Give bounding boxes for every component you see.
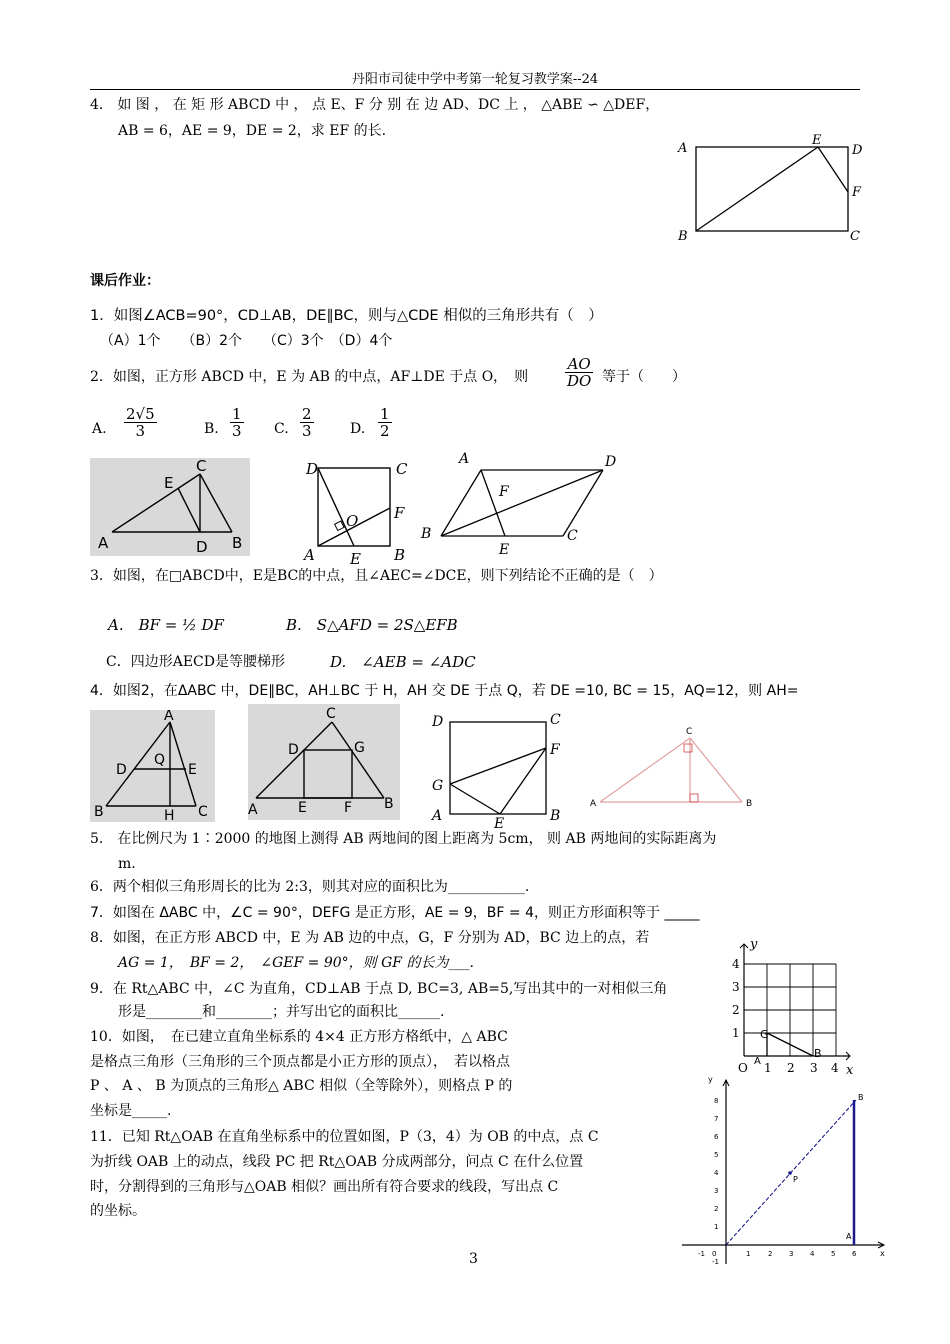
label-g: G xyxy=(432,778,444,794)
label-b: B xyxy=(384,796,394,812)
label-c: C xyxy=(567,528,578,544)
q2-text-a: 2．如图，正方形 ABCD 中，E 为 AB 的中点，AF⊥DE 于点 O， 则 xyxy=(90,369,529,385)
q1-text: 1．如图∠ACB=90°，CD⊥AB，DE∥BC，则与△CDE 相似的三角形共有（ ） xyxy=(90,308,603,324)
tick-x-1: 1 xyxy=(764,1061,772,1075)
label-d: D xyxy=(605,454,617,470)
label-d: D xyxy=(288,742,299,758)
label-g: G xyxy=(354,740,365,756)
tick-y-4: 4 xyxy=(714,1169,719,1177)
tick-x-m1: -1 xyxy=(698,1250,705,1258)
label-b: B xyxy=(678,229,688,244)
label-c: C xyxy=(550,712,561,728)
label-f: F xyxy=(852,185,862,200)
label-d: D xyxy=(116,762,127,778)
q10-line3: P 、 A 、 B 为顶点的三角形△ ABC 相似（全等除外），则格点 P 的 xyxy=(90,1078,513,1094)
q1-options: （A）1个 （B）2个 （C）3个 （D）4个 xyxy=(100,333,393,349)
label-b: B xyxy=(421,526,432,542)
q11-line3: 时，分割得到的三角形与△OAB 相似？画出所有符合要求的线段，写出点 C xyxy=(90,1179,559,1195)
q2-option-d-label: D. xyxy=(350,421,366,437)
q2-option-d: $\frac{1}{2}$ xyxy=(380,405,390,440)
label-e: E xyxy=(494,816,505,828)
label-f: F xyxy=(394,504,405,522)
q5-line1: 5． 在比例尺为 1∶2000 的地图上测得 AB 两地间的图上距离为 5cm， 则 AB 两地间的实际距离为 xyxy=(90,831,717,847)
label-a: A xyxy=(846,1232,852,1241)
label-a: A xyxy=(754,1056,761,1067)
label-c: C xyxy=(396,460,408,478)
tick-x-4: 4 xyxy=(831,1061,839,1075)
q10-grid-figure xyxy=(728,936,863,1078)
label-p: P xyxy=(793,1175,798,1184)
axis-y: y xyxy=(750,937,758,952)
q3-option-c: C．四边形AECD是等腰梯形 xyxy=(106,654,285,670)
q3-option-d: D. ∠AEB = ∠ADC xyxy=(330,653,476,671)
label-d: D xyxy=(852,143,863,158)
q3-figure xyxy=(415,448,635,558)
label-d: D xyxy=(306,460,319,478)
tick-x-5: 5 xyxy=(831,1250,836,1258)
q2-option-c: $\frac{2}{3}$ xyxy=(302,405,312,440)
q4b-figure-3 xyxy=(428,710,573,828)
q3-text: 3．如图，在□ABCD中，E是BC的中点，且∠AEC=∠DCE，则下列结论不正确的是（ ） xyxy=(90,568,663,584)
tick-x-3: 3 xyxy=(810,1061,818,1075)
label-a: A xyxy=(164,710,174,724)
label-e: E xyxy=(812,133,822,148)
label-b: B xyxy=(814,1047,822,1060)
q7-text: 7．如图在 ΔABC 中，∠C = 90°，DEFG 是正方形，AE = 9，BF = 4，则正方形面积等于 _____ xyxy=(90,905,700,921)
tick-y-2: 2 xyxy=(714,1205,719,1213)
label-b: B xyxy=(746,799,753,809)
q3-option-a: A. BF = ½ DF xyxy=(108,616,224,634)
label-b: B xyxy=(858,1093,864,1102)
tick-x-4: 4 xyxy=(810,1250,815,1258)
q2-option-a: $\frac{2√5}{3}$ xyxy=(126,405,155,440)
label-b: B xyxy=(232,534,243,552)
axis-x: x xyxy=(846,1063,854,1078)
q2-figure xyxy=(300,458,420,566)
label-e: E xyxy=(164,474,174,492)
q2-fraction: $\frac{AO}{DO}$ xyxy=(567,355,592,390)
tick-y-m1: -1 xyxy=(712,1258,719,1266)
q11-graph-figure xyxy=(678,1072,888,1272)
tick-x-0: 0 xyxy=(712,1250,717,1258)
q3-option-b: B. S△AFD = 2S△EFB xyxy=(286,616,458,634)
q11-line2: 为折线 OAB 上的动点，线段 PC 把 Rt△OAB 分成两部分，问点 C 在什么位置 xyxy=(90,1154,584,1170)
q2-option-c-label: C. xyxy=(274,421,289,437)
rectangle-figure xyxy=(672,132,872,247)
label-d: D xyxy=(432,714,444,730)
tick-y-2: 2 xyxy=(732,1003,740,1017)
q9-line2: 形是________和________；并写出它的面积比______. xyxy=(118,1004,445,1020)
label-h: H xyxy=(164,808,175,822)
tick-y-3: 3 xyxy=(732,980,740,994)
q6-text: 6．两个相似三角形周长的比为 2:3，则其对应的面积比为___________. xyxy=(90,879,530,895)
label-a: A xyxy=(304,546,315,564)
tick-x-1: 1 xyxy=(746,1250,751,1258)
q10-line2: 是格点三角形（三角形的三个顶点都是小正方形的顶点）， 若以格点 xyxy=(90,1054,510,1070)
tick-y-8: 8 xyxy=(714,1097,719,1105)
label-e: E xyxy=(188,762,197,778)
page-number: 3 xyxy=(469,1251,478,1267)
q4-line1: 4． 如 图 ， 在 矩 形 ABCD 中 ， 点 E、F 分 别 在 边 AD、DC 上 ， △ABE ∽ △DEF， xyxy=(90,97,660,113)
label-a: A xyxy=(432,808,443,824)
label-c: C xyxy=(198,804,208,820)
q2-text-b: 等于（ ） xyxy=(602,369,686,385)
tick-y-7: 7 xyxy=(714,1115,719,1123)
origin: O xyxy=(738,1061,748,1075)
q4b-figure-1 xyxy=(90,710,215,822)
label-b: B xyxy=(394,546,406,564)
q2-option-a-label: A. xyxy=(92,421,107,437)
tick-x-3: 3 xyxy=(789,1250,794,1258)
label-d: D xyxy=(196,538,208,556)
tick-x-2: 2 xyxy=(787,1061,795,1075)
label-e: E xyxy=(499,542,510,558)
label-e: E xyxy=(350,550,361,566)
label-a: A xyxy=(678,141,688,156)
q8-line2: AG = 1， BF = 2， ∠GEF = 90°，则 GF 的长为___. xyxy=(118,955,474,971)
tick-y-6: 6 xyxy=(714,1133,719,1141)
axis-y: y xyxy=(708,1075,713,1084)
label-a: A xyxy=(248,802,258,818)
label-b: B xyxy=(550,808,561,824)
q5-line2: m. xyxy=(118,856,136,872)
label-c: C xyxy=(326,706,336,722)
tick-x-2: 2 xyxy=(768,1250,773,1258)
page-header: 丹阳市司徒中学中考第一轮复习教学案--24 xyxy=(90,68,860,90)
q4b-figure-2 xyxy=(248,704,400,820)
label-c: C xyxy=(196,458,207,475)
label-f: F xyxy=(550,742,560,758)
tick-y-1: 1 xyxy=(714,1223,719,1231)
q11-line1: 11．已知 Rt△OAB 在直角坐标系中的位置如图，P（3，4）为 OB 的中点，点 C xyxy=(90,1129,599,1145)
label-b: B xyxy=(94,804,104,820)
label-o: O xyxy=(346,512,359,530)
q1-figure xyxy=(90,458,250,556)
q8-line1: 8．如图，在正方形 ABCD 中，E 为 AB 边的中点，G，F 分别为 AD，BC 边上的点，若 xyxy=(90,930,650,946)
tick-y-1: 1 xyxy=(732,1026,740,1040)
q2-option-b: $\frac{1}{3}$ xyxy=(232,405,242,440)
homework-title: 课后作业： xyxy=(90,273,160,289)
label-a: A xyxy=(590,799,597,809)
q4-line2: AB = 6，AE = 9，DE = 2，求 EF 的长. xyxy=(118,123,387,139)
label-a: A xyxy=(98,534,109,552)
q2-option-b-label: B. xyxy=(204,421,219,437)
tick-y-4: 4 xyxy=(732,957,740,971)
label-c: C xyxy=(686,727,693,737)
q10-line1: 10．如图， 在已建立直角坐标系的 4×4 正方形方格纸中，△ ABC xyxy=(90,1029,508,1045)
label-g: G xyxy=(760,1028,769,1041)
label-f: F xyxy=(344,800,353,816)
axis-x: x xyxy=(880,1249,885,1258)
tick-y-3: 3 xyxy=(714,1187,719,1195)
label-e: E xyxy=(298,800,307,816)
label-f: F xyxy=(499,484,509,500)
q10-line4: 坐标是_____. xyxy=(90,1103,172,1119)
tick-y-5: 5 xyxy=(714,1151,719,1159)
label-q: Q xyxy=(154,752,166,768)
label-a: A xyxy=(459,451,470,467)
q11-line4: 的坐标。 xyxy=(90,1203,146,1219)
tick-x-6: 6 xyxy=(852,1250,857,1258)
label-c: C xyxy=(850,229,860,244)
q4b-text: 4．如图2，在ΔABC 中，DE∥BC，AH⊥BC 于 H，AH 交 DE 于点 Q，若 DE =10, BC = 15，AQ=12，则 AH= xyxy=(90,683,799,699)
q4b-figure-4 xyxy=(586,722,756,812)
q9-line1: 9．在 Rt△ABC 中，∠C 为直角，CD⊥AB 于点 D, BC=3, AB=5,写出其中的一对相似三角 xyxy=(90,981,668,997)
